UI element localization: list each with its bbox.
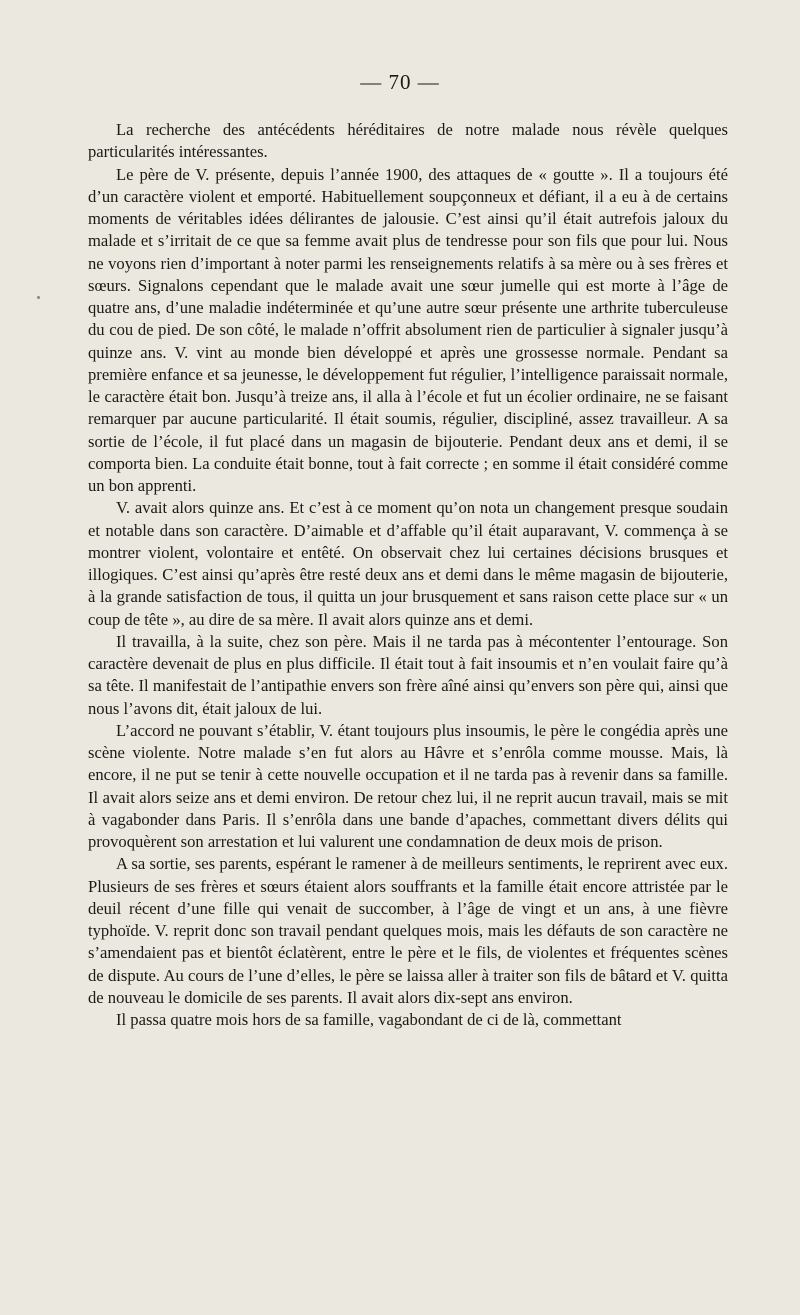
print-speck xyxy=(37,296,40,299)
paragraph: La recherche des antécédents héréditaires de notre malade nous révèle quelques particularités intéressantes. xyxy=(88,120,728,162)
paragraph: L’accord ne pouvant s’établir, V. étant toujours plus insoumis, le père le congédia après une scène violente. Notre malade s’en fut alors au Hâvre et s’enrôla comme mousse. Mais, là encore, il ne put se tenir à cette nouvelle occupation et il ne tarda pas à revenir dans sa famille. Il avait alors seize ans et demi environ. De retour chez lui, il ne reprit aucun travail, mais se mit à vagabonder dans Paris. Il s’enrôla dans une bande d’apaches, commettant divers délits qui provoquèrent son arrestation et lui valurent une condamnation de deux mois de prison. xyxy=(88,720,728,851)
paragraph: Il passa quatre mois hors de sa famille, vagabondant de ci de là, commettant xyxy=(116,1010,622,1029)
paragraph: Il travailla, à la suite, chez son père. Mais il ne tarda pas à mécontenter l’entourage. Son caractère devenait de plus en plus difficile. Il était tout à fait insoumis et n’en voulait faire qu’à sa tête. Il manifestait de l’antipathie envers son frère aîné ainsi qu’envers son père qui, ainsi que nous l’avons dit, était jaloux de lui. xyxy=(88,631,728,718)
paragraph: V. avait alors quinze ans. Et c’est à ce moment qu’on nota un changement presque soudain et notable dans son caractère. D’aimable et d’affable qu’il était auparavant, V. commença à se montrer violent, volontaire et entêté. On observait chez lui certaines décisions brusques et illogiques. C’est ainsi qu’après être resté deux ans et demi dans le même magasin de bijouterie, à la grande satisfaction de tous, il quitta un jour brusquement et sans raison cette place sur « un coup de tête », au dire de sa mère. Il avait alors quinze ans et demi. xyxy=(88,498,728,629)
body-text xyxy=(88,119,728,1031)
page-number: — 70 — xyxy=(360,70,440,94)
paragraph: Le père de V. présente, depuis l’année 1900, des attaques de « goutte ». Il a toujours été d’un caractère violent et emporté. Habituellement soupçonneux et défiant, il a eu à de certains moments de véritables idées délirantes de jalousie. C’est ainsi qu’il était autrefois jaloux du malade et s’irritait de ce que sa femme avait plus de tendresse pour son fils que pour lui. Nous ne voyons rien d’important à noter parmi les renseignements relatifs à sa mère ou à ses frères et sœurs. Signalons cependant que le malade avait une sœur jumelle qui est morte à l’âge de quatre ans, d’une maladie indéterminée et qu’une autre sœur présente une arthrite tuberculeuse du cou de pied. De son côté, le malade n’offrit absolument rien de particulier à signaler jusqu’à quinze ans. V. vint au monde bien développé et après une grossesse normale. Pendant sa première enfance et sa jeunesse, le développement fut régulier, l’intelligence paraissait normale, le caractère était bon. Jusqu’à treize ans, il alla à l’école et fut un écolier ordinaire, ne se faisant remarquer par aucune particularité. Il était soumis, régulier, discipliné, assez travailleur. A sa sortie de l’école, il fut placé dans un magasin de bijouterie. Pendant deux ans et demi, il se comporta bien. La conduite était bonne, tout à fait correcte ; en somme il était considéré comme un bon apprenti. xyxy=(88,164,728,495)
paragraph: A sa sortie, ses parents, espérant le ramener à de meilleurs sentiments, le reprirent avec eux. Plusieurs de ses frères et sœurs étaient alors souffrants et la famille était encore attristée par le deuil récent d’une fille qui venait de succomber, à l’âge de vingt et un ans, à une fièvre typhoïde. V. reprit donc son travail pendant quelques mois, mais les défauts de son caractère ne s’amendaient pas et bientôt éclatèrent, entre le père et le fils, de violentes et fréquentes scènes de dispute. Au cours de l’une d’elles, le père se laissa aller à traiter son fils de bâtard et V. quitta de nouveau le domicile de ses parents. Il avait alors dix-sept ans environ. xyxy=(88,854,728,1007)
